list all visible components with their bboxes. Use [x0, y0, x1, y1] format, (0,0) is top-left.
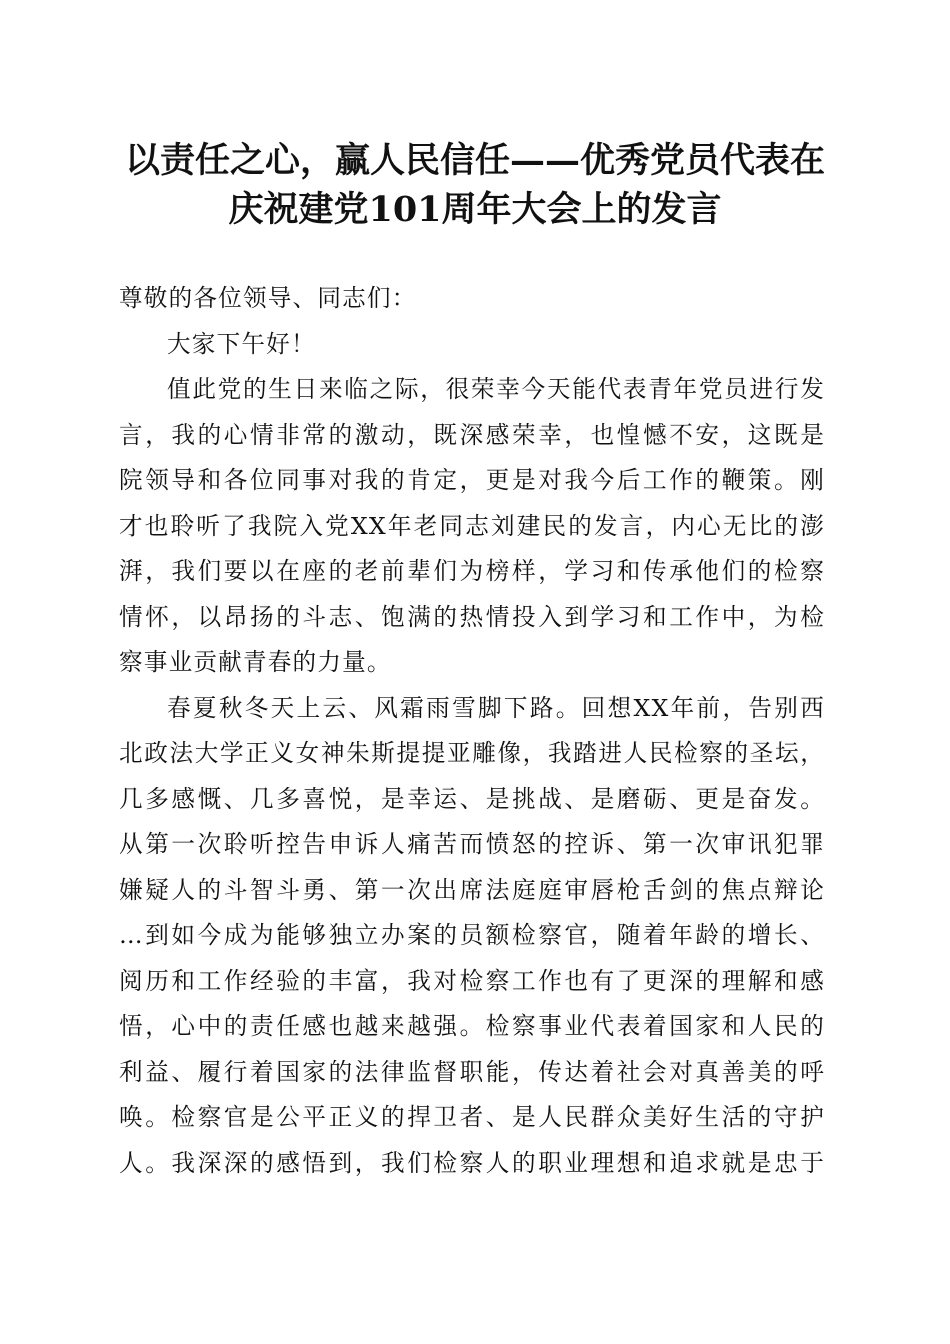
- paragraph-2-line-4: 从第一次聆听控告申诉人痛苦而愤怒的控诉、第一次审讯犯罪: [119, 830, 825, 858]
- paragraph-1-line-1: 值此党的生日来临之际，很荣幸今天能代表青年党员进行发: [167, 375, 825, 403]
- title-line-2: 庆祝建党101周年大会上的发言: [228, 189, 722, 230]
- paragraph-1-line-4: 才也聆听了我院入党XX年老同志刘建民的发言，内心无比的澎: [119, 511, 825, 540]
- greeting: 大家下午好！: [167, 329, 316, 358]
- paragraph-2-line-6: …到如今成为能够独立办案的员额检察官，随着年龄的增长、: [119, 921, 825, 949]
- salutation: 尊敬的各位领导、同志们：: [119, 284, 417, 312]
- paragraph-1-line-7: 察事业贡献青春的力量。: [119, 648, 392, 676]
- paragraph-1-line-2: 言，我的心情非常的激动，既深感荣幸，也惶憾不安，这既是: [119, 420, 825, 449]
- paragraph-2-line-11: 人。我深深的感悟到，我们检察人的职业理想和追求就是忠于: [119, 1148, 825, 1177]
- title-line-1: 以责任之心，赢人民信任——优秀党员代表在: [124, 140, 825, 181]
- paragraph-2-line-2: 北政法大学正义女神朱斯提提亚雕像，我踏进人民检察的圣坛，: [119, 739, 825, 767]
- paragraph-2-line-5: 嫌疑人的斗智斗勇、第一次出席法庭庭审唇枪舌剑的焦点辩论: [119, 875, 825, 904]
- paragraph-2-line-1: 春夏秋冬天上云、风霜雨雪脚下路。回想XX年前，告别西: [167, 693, 825, 722]
- document-title: [100, 136, 850, 234]
- document-body: [119, 276, 825, 1186]
- paragraph-1-line-3: 院领导和各位同事对我的肯定，更是对我今后工作的鞭策。刚: [119, 466, 825, 494]
- paragraph-2-line-7: 阅历和工作经验的丰富，我对检察工作也有了更深的理解和感: [119, 966, 825, 995]
- paragraph-2-line-10: 唤。检察官是公平正义的捍卫者、是人民群众美好生活的守护: [119, 1103, 825, 1131]
- paragraph-1-line-5: 湃，我们要以在座的老前辈们为榜样，学习和传承他们的检察: [119, 557, 825, 585]
- paragraph-1-line-6: 情怀，以昂扬的斗志、饱满的热情投入到学习和工作中，为检: [119, 602, 825, 631]
- paragraph-2-line-9: 利益、履行着国家的法律监督职能，传达着社会对真善美的呼: [119, 1057, 825, 1086]
- paragraph-2-line-8: 悟，心中的责任感也越来越强。检察事业代表着国家和人民的: [119, 1012, 825, 1040]
- paragraph-2-line-3: 几多感慨、几多喜悦，是幸运、是挑战、是磨砺、更是奋发。: [119, 784, 825, 813]
